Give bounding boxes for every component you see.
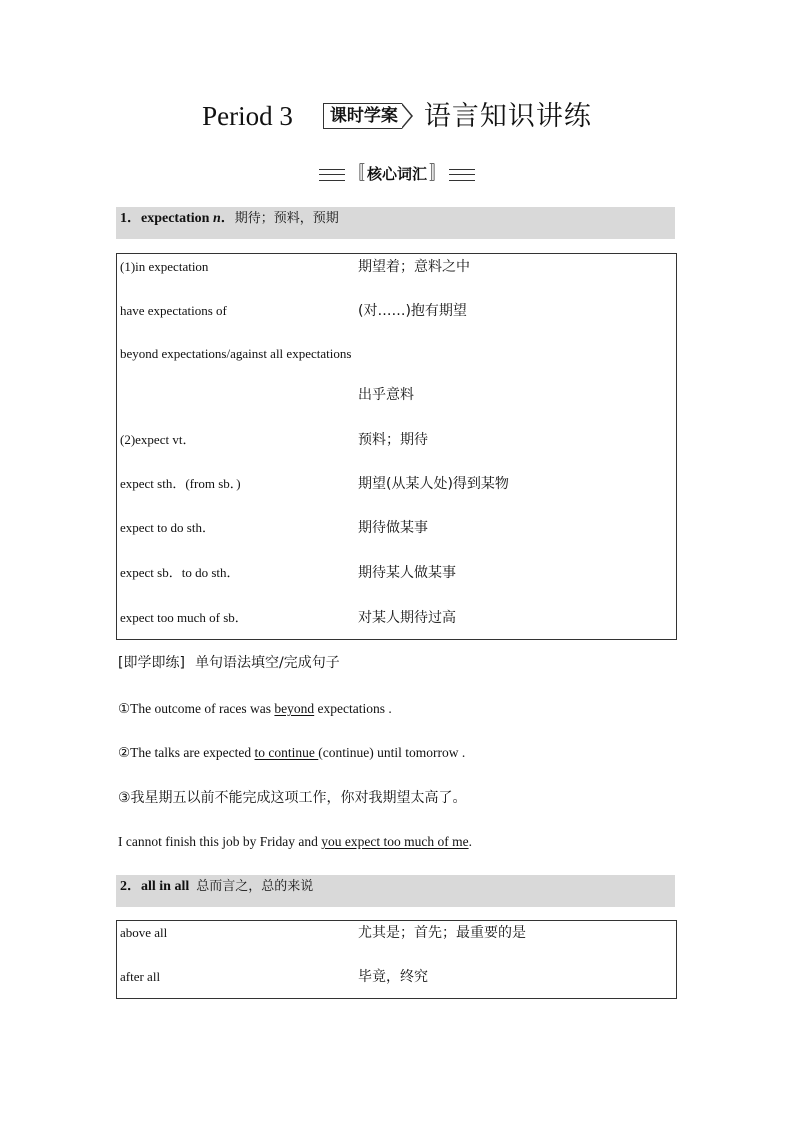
answer-blank: beyond [274,701,315,716]
answer-blank: to continue [254,745,319,760]
table-row: have expectations of (对……)抱有期望 [120,303,467,319]
table-row: expect too much of sb． 对某人期待过高 [120,610,456,626]
vocab-word: expectation [141,211,210,226]
section-heading: 〚 核心词汇 〛 [0,162,794,186]
vocab-meaning: 总而言之，总的来说 [196,879,314,894]
vocab-item-1-header: 1．expectation n．期待；预料，预期 [116,207,675,239]
decor-lines-left [319,169,345,181]
table-row: 出乎意料 [358,387,414,403]
lesson-tag: 课时学案 [323,103,402,129]
practice-question-3: ③我星期五以前不能完成这项工作，你对我期望太高了。 [118,790,467,806]
practice-question-2: ②The talks are expected to continue (continue) until tomorrow . [118,745,466,760]
vocab-phrase: all in all [141,879,190,894]
table-row: (1)in expectation 期望着；意料之中 [120,259,470,275]
table-row: expect to do sth． 期待做某事 [120,520,428,536]
page-title [0,98,794,135]
period-label: Period 3 [202,101,293,131]
practice-instruction: 单句语法填空/完成句子 [195,655,340,671]
vocab-meaning: 期待；预料，预期 [234,211,339,226]
table-row: expect sb．to do sth． 期待某人做某事 [120,565,456,581]
table-row: (2)expect vt． 预料；期待 [120,432,428,448]
part-of-speech: n [212,211,221,226]
section-label: 核心词汇 [366,165,427,183]
practice-label: [即学即练] [118,655,185,671]
answer-blank: you expect too much of me [321,834,469,849]
decor-lines-right [449,169,475,181]
table-row: beyond expectations/against all expectations [120,346,352,361]
vocab-item-2-table [116,920,677,999]
page-subtitle: 语言知识讲练 [423,101,592,132]
practice-question-3-translation: I cannot finish this job by Friday and you expect too much of me. [118,834,472,849]
table-row: after all 毕竟，终究 [120,969,428,985]
table-row: above all 尤其是；首先；最重要的是 [120,925,526,941]
practice-question-1: ①The outcome of races was beyond expectations . [118,701,392,716]
vocab-item-2-header: 2．all in all 总而言之，总的来说 [116,875,675,907]
practice-heading [118,651,340,675]
vocab-item-1-table [116,253,677,640]
table-row: expect sth．(from sb．) 期望(从某人处)得到某物 [120,476,509,492]
